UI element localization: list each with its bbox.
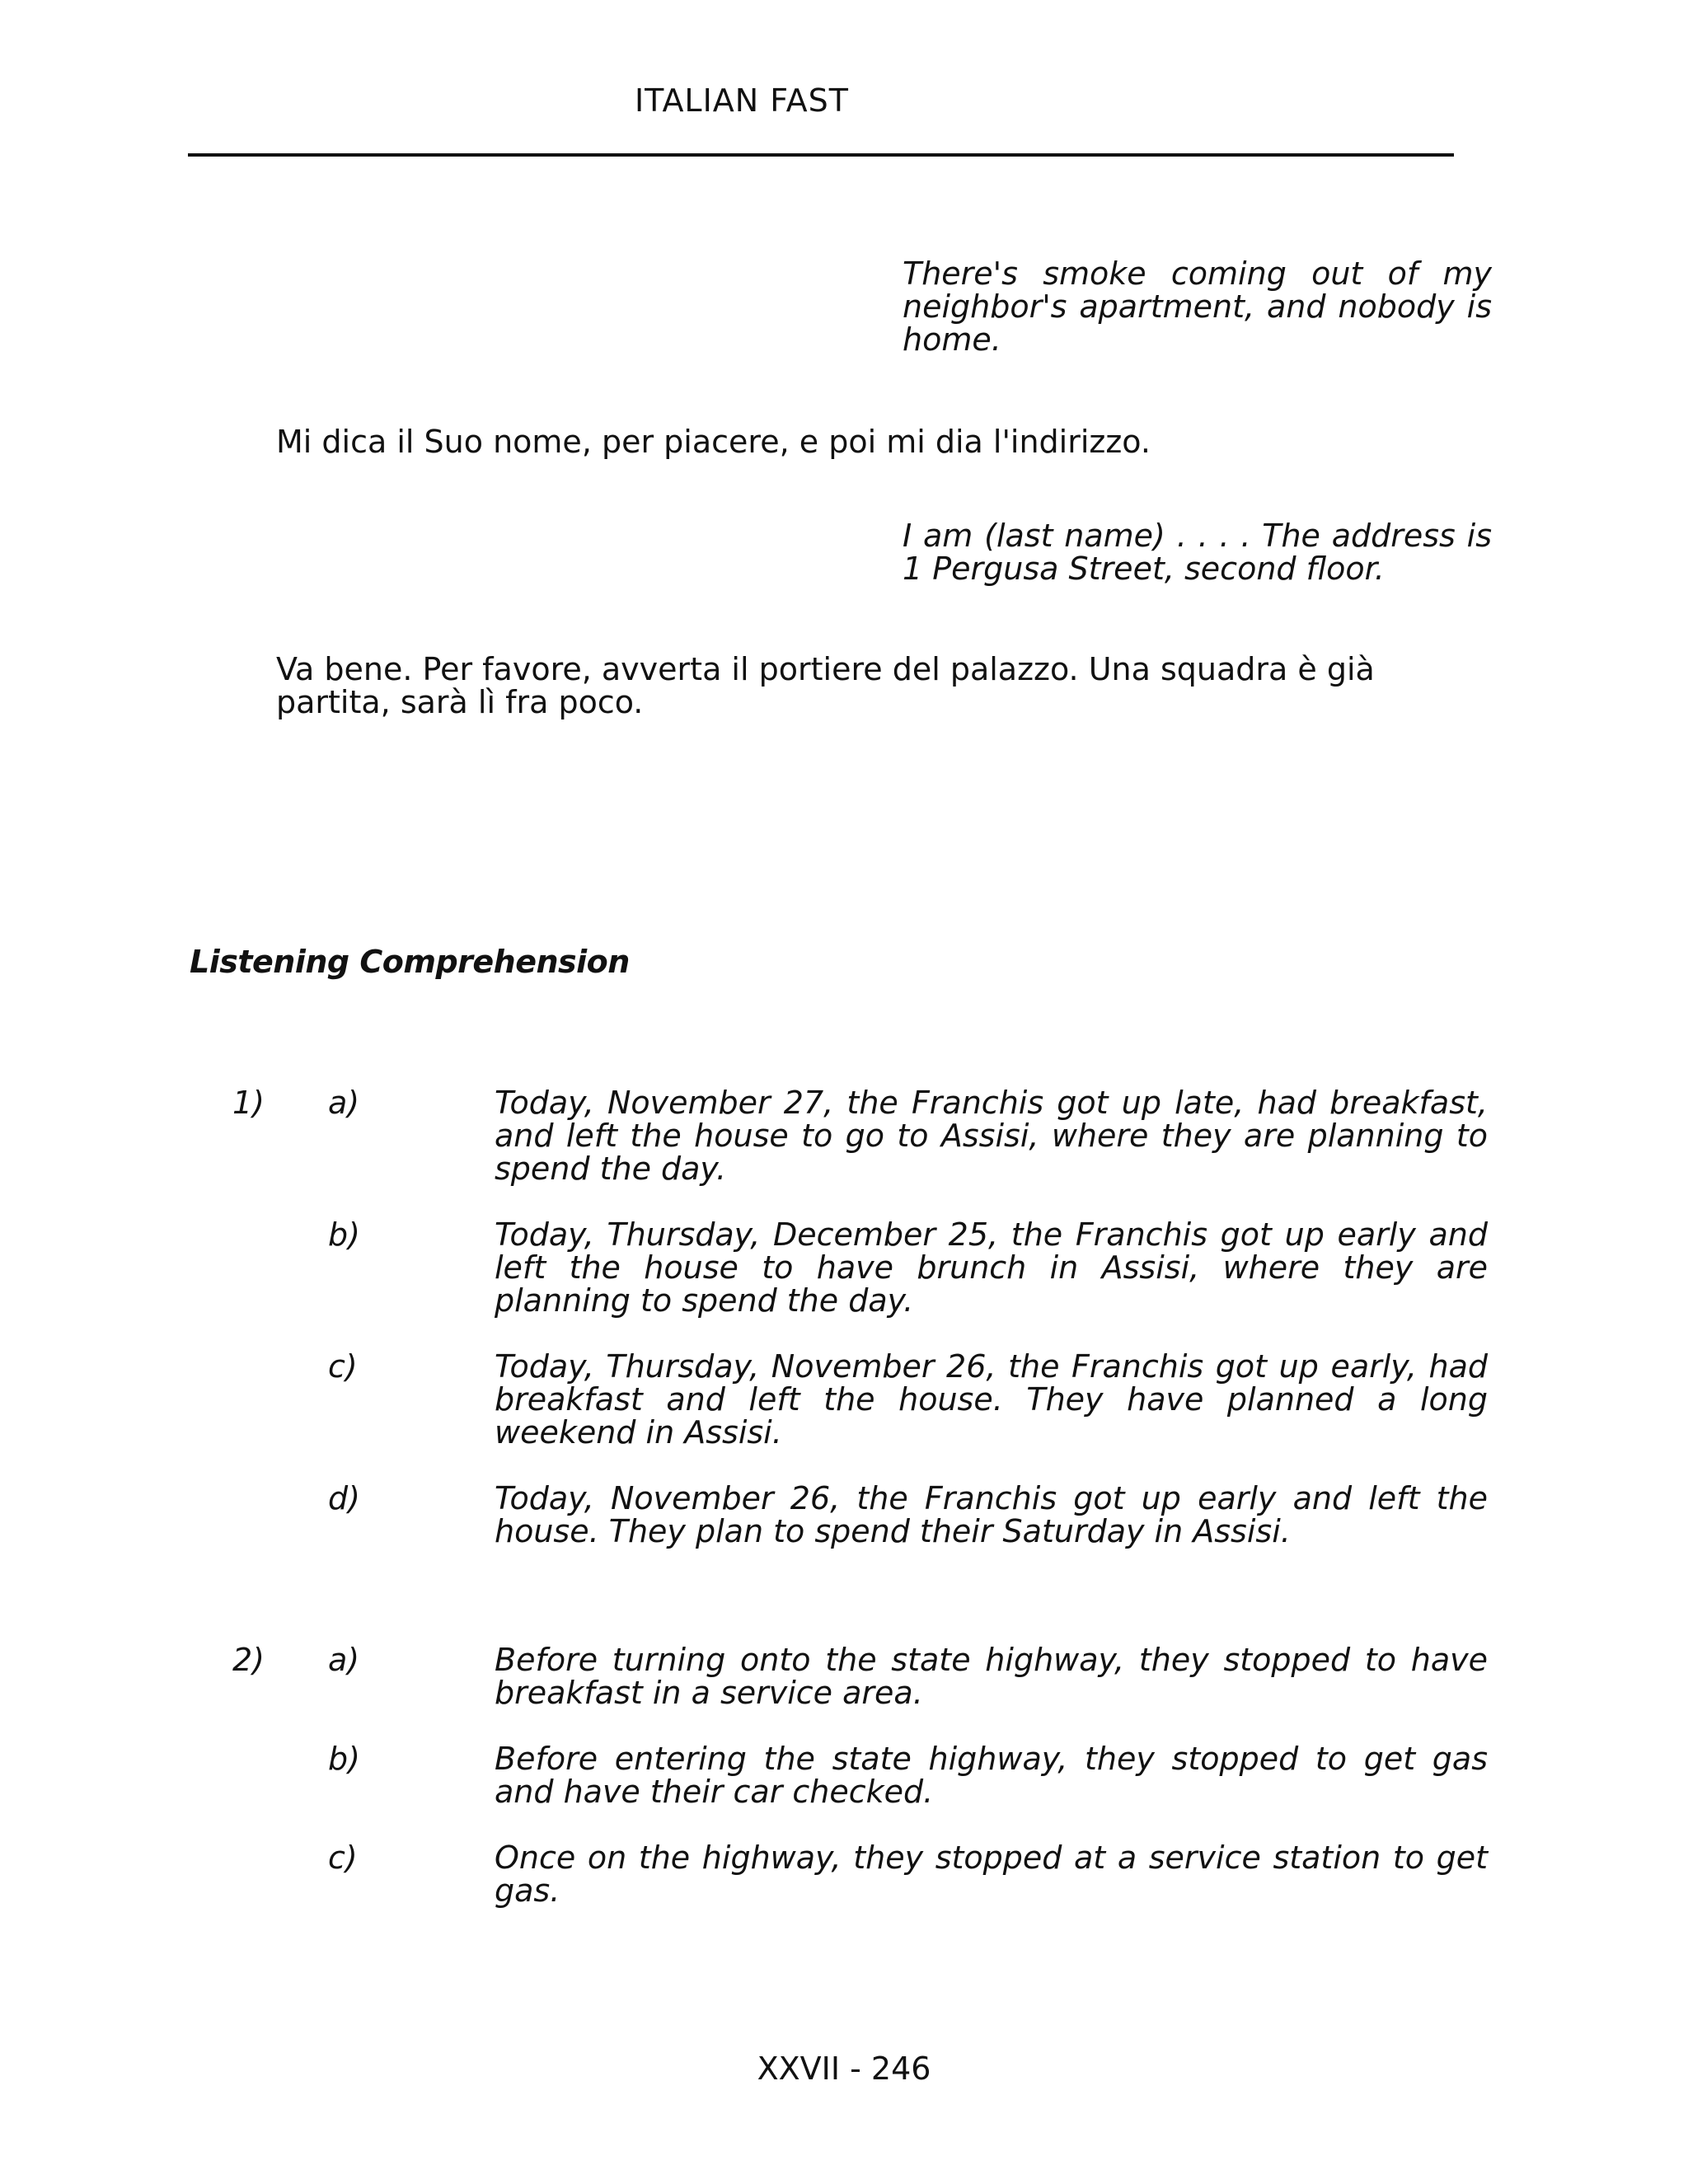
dialogue-english-line: There's smoke coming out of my neighbor's apartment, and nobody is home. bbox=[903, 255, 1492, 358]
option-letter: d) bbox=[328, 1480, 360, 1516]
question-number: 2) bbox=[232, 1642, 265, 1678]
dialogue-italian-line: Va bene. Per favore, avverta il portiere del palazzo. Una squadra è già partita, sarà lì fra poco. bbox=[276, 651, 1375, 720]
option-text: Today, Thursday, November 26, the Franchis got up early, had breakfast and left the house. They have planned a long weekend in Assisi. bbox=[495, 1348, 1488, 1451]
header-divider bbox=[188, 153, 1454, 157]
dialogue-english-line: I am (last name) . . . . The address is 1 Pergusa Street, second floor. bbox=[903, 518, 1492, 587]
option-letter: a) bbox=[328, 1642, 360, 1678]
dialogue-italian-line: Mi dica il Suo nome, per piacere, e poi mi dia l'indirizzo. bbox=[276, 424, 1151, 460]
option-letter: b) bbox=[328, 1741, 360, 1777]
option-letter: b) bbox=[328, 1216, 360, 1253]
option-letter: c) bbox=[328, 1840, 358, 1876]
question-number: 1) bbox=[232, 1085, 265, 1121]
option-letter: a) bbox=[328, 1085, 360, 1121]
option-text: Today, November 26, the Franchis got up early and left the house. They plan to spend their Saturday in Assisi. bbox=[495, 1480, 1488, 1549]
option-text: Before entering the state highway, they stopped to get gas and have their car checked. bbox=[495, 1741, 1488, 1810]
option-text: Today, Thursday, December 25, the Franchis got up early and left the house to have brunch in Assisi, where they are planning to spend the day. bbox=[495, 1216, 1488, 1319]
page-title: ITALIAN FAST bbox=[634, 82, 850, 119]
page-number: XXVII - 246 bbox=[757, 2050, 931, 2087]
section-title: Listening Comprehension bbox=[190, 944, 630, 980]
option-text: Before turning onto the state highway, they stopped to have breakfast in a service area. bbox=[495, 1642, 1488, 1711]
option-text: Once on the highway, they stopped at a service station to get gas. bbox=[495, 1840, 1488, 1909]
option-letter: c) bbox=[328, 1348, 358, 1385]
option-text: Today, November 27, the Franchis got up late, had breakfast, and left the house to go to Assisi, where they are planning to spend the day. bbox=[495, 1085, 1488, 1187]
